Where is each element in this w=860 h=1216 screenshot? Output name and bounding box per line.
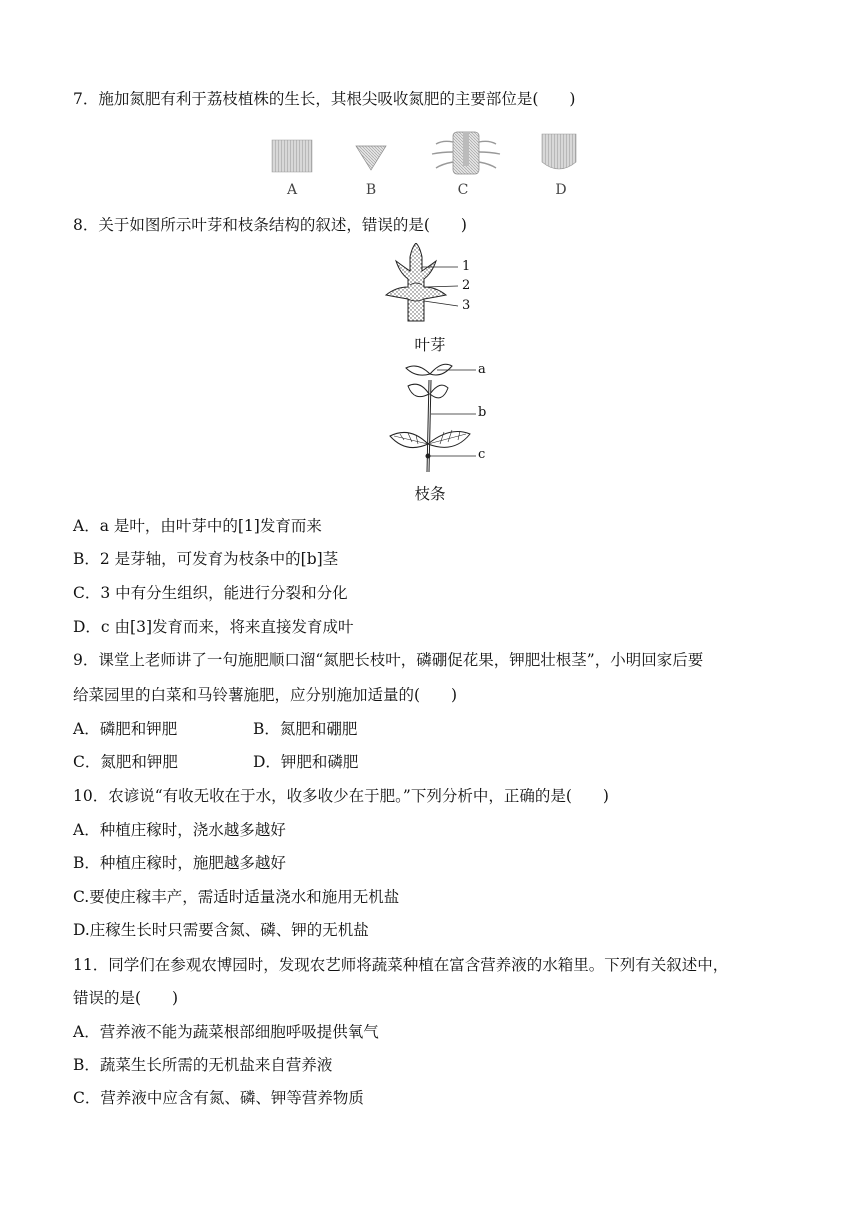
q9-stem-line2: 给菜园里的白菜和马铃薯施肥，应分别施加适量的( ) [73, 686, 458, 704]
figure-label-a: A [286, 182, 298, 198]
branch-label-a: a [478, 362, 486, 377]
branch-label-c: c [478, 447, 486, 462]
q9-option-c: C．氮肥和钾肥 [73, 753, 178, 771]
q11-option-b: B．蔬菜生长所需的无机盐来自营养液 [73, 1056, 333, 1074]
figure-label-c: C [457, 182, 469, 198]
q11-stem-line1: 11．同学们在参观农博园时，发现农艺师将蔬菜种植在富含营养液的水箱里。下列有关叙述中， [73, 956, 729, 974]
root-section-b-image [356, 146, 386, 170]
q11-stem-line2: 错误的是( ) [73, 989, 179, 1007]
figure-label-b: B [365, 182, 377, 198]
q10-option-a: A．种植庄稼时，浇水越多越好 [73, 821, 286, 839]
q8-option-d: D．c 由[3]发育而来，将来直接发育成叶 [73, 618, 354, 636]
q10-stem: 10．农谚说“有收无收在于水，收多收少在于肥。”下列分析中，正确的是( ) [73, 787, 609, 805]
q10-option-c: C.要使庄稼丰产，需适时适量浇水和施用无机盐 [73, 888, 400, 906]
root-tip-figure [260, 128, 600, 178]
q10-option-b: B．种植庄稼时，施肥越多越好 [73, 854, 286, 872]
root-section-d-image [542, 134, 576, 169]
q11-option-a: A．营养液不能为蔬菜根部细胞呼吸提供氧气 [73, 1023, 379, 1041]
bud-label-3: 3 [462, 298, 471, 313]
branch-diagram [382, 360, 492, 475]
q9-stem-line1: 9．课堂上老师讲了一句施肥顺口溜“氮肥长枝叶，磷硼促花果，钾肥壮根茎”，小明回家后要 [73, 651, 704, 669]
q10-option-d: D.庄稼生长时只需要含氮、磷、钾的无机盐 [73, 921, 369, 939]
q8-option-c: C．3 中有分生组织，能进行分裂和分化 [73, 584, 348, 602]
q7-stem: 7．施加氮肥有利于荔枝植株的生长，其根尖吸收氮肥的主要部位是( ) [73, 90, 576, 108]
root-section-a-image [272, 140, 312, 172]
q8-stem: 8．关于如图所示叶芽和枝条结构的叙述，错误的是( ) [73, 216, 467, 234]
leaf-bud-caption: 叶芽 [414, 336, 446, 354]
bud-label-1: 1 [462, 259, 471, 274]
q9-option-b: B．氮肥和硼肥 [253, 720, 358, 738]
q9-option-a: A．磷肥和钾肥 [73, 720, 178, 738]
q8-option-a: A．a 是叶，由叶芽中的[1]发育而来 [73, 517, 322, 535]
bud-label-2: 2 [462, 278, 471, 293]
q8-option-b: B．2 是芽轴，可发育为枝条中的[b]茎 [73, 550, 339, 568]
figure-label-d: D [555, 182, 567, 198]
root-section-c-image [432, 132, 500, 174]
q11-option-c: C．营养液中应含有氮、磷、钾等营养物质 [73, 1089, 364, 1107]
q9-option-d: D．钾肥和磷肥 [253, 753, 359, 771]
branch-label-b: b [478, 405, 487, 420]
branch-caption: 枝条 [414, 485, 446, 503]
